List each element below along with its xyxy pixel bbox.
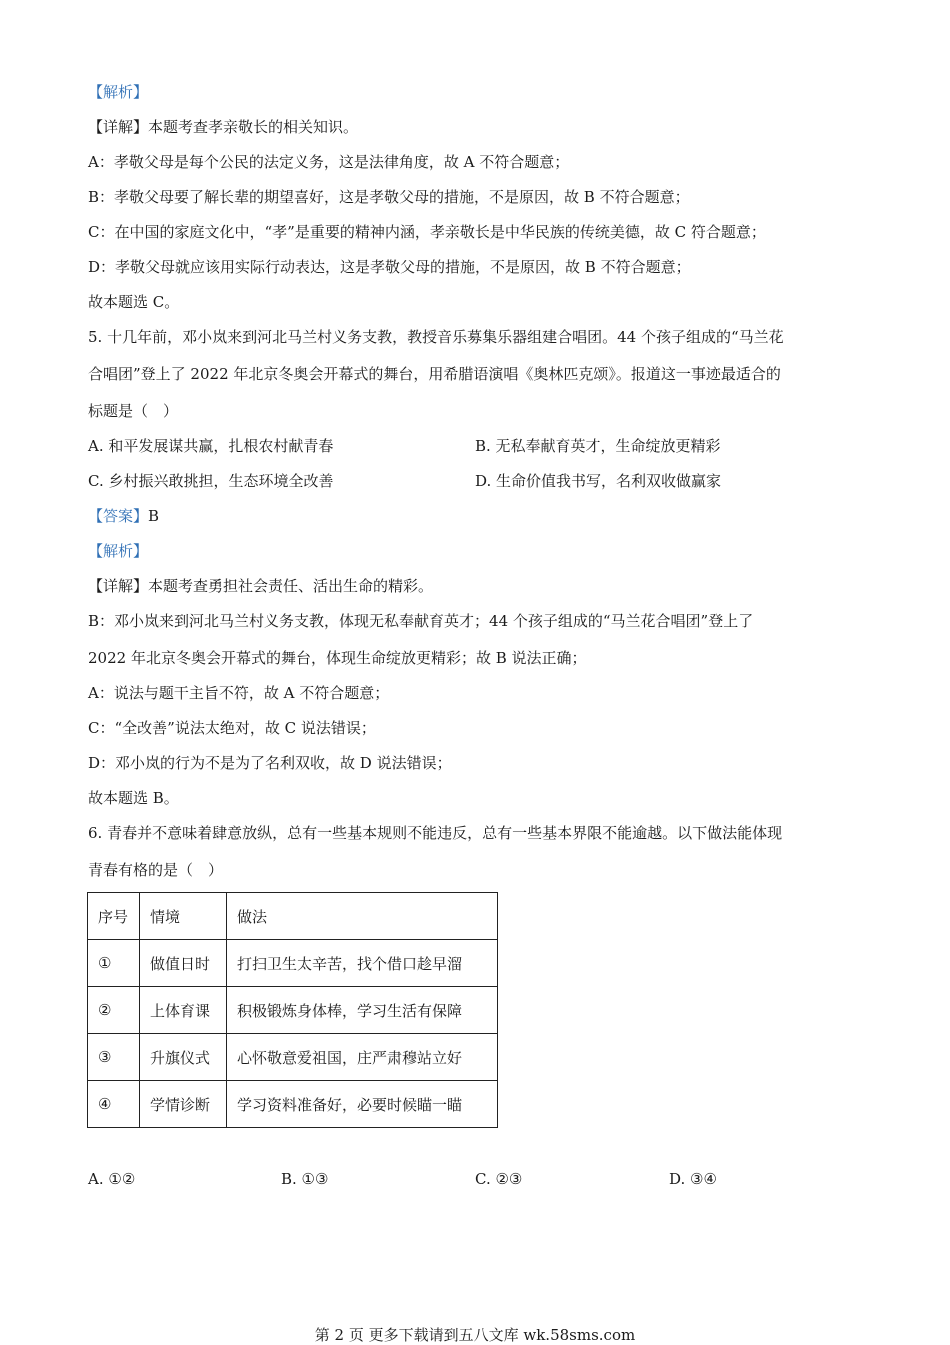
q5-answer-value: B — [148, 507, 160, 525]
q4-line-c: C：在中国的家庭文化中，“孝”是重要的精神内涵，孝亲敬长是中华民族的传统美德，故 C 符合题意； — [88, 223, 766, 241]
q5-line-d: D：邓小岚的行为不是为了名利双收，故 D 说法错误； — [88, 754, 452, 772]
q6-stem-line-1: 6. 青春并不意味着肆意放纵，总有一些基本规则不能违反，总有一些基本界限不能逾越。以下做法能体现 — [88, 824, 783, 842]
q5-stem-line-3: 标题是（ ） — [88, 402, 179, 420]
table-cell: ① — [88, 940, 140, 987]
table-header-row — [88, 893, 498, 940]
q5-stem-line-1: 5. 十几年前，邓小岚来到河北马兰村义务支教，教授音乐募集乐器组建合唱团。44 个孩子组成的“马兰花 — [88, 328, 784, 346]
q5-stem-line-2: 合唱团”登上了 2022 年北京冬奥会开幕式的舞台，用希腊语演唱《奥林匹克颂》。报道这一事迹最适合的 — [88, 365, 781, 383]
table-cell: 学习资料准备好，必要时候瞄一瞄 — [227, 1081, 498, 1128]
q5-option-c: C. 乡村振兴敢挑担，生态环境全改善 — [88, 472, 334, 490]
q5-line-c: C：“全改善”说法太绝对，故 C 说法错误； — [88, 719, 376, 737]
q5-xiangjie: 【详解】本题考查勇担社会责任、活出生命的精彩。 — [88, 577, 434, 595]
q4-xiangjie: 【详解】本题考查孝亲敬长的相关知识。 — [88, 118, 359, 136]
table-cell: 上体育课 — [140, 987, 227, 1034]
table-cell: ③ — [88, 1034, 140, 1081]
q5-answer — [88, 506, 159, 526]
q6-option-a: A. ①② — [88, 1170, 136, 1188]
table-header-cell: 情境 — [140, 893, 227, 940]
table-cell: ② — [88, 987, 140, 1034]
table-header-cell: 做法 — [227, 893, 498, 940]
table-row — [88, 1081, 498, 1128]
table-cell: 学情诊断 — [140, 1081, 227, 1128]
table-cell: ④ — [88, 1081, 140, 1128]
table-header-cell: 序号 — [88, 893, 140, 940]
q5-line-a: A：说法与题干主旨不符，故 A 不符合题意； — [88, 684, 390, 702]
q6-option-b: B. ①③ — [281, 1170, 329, 1188]
q4-jiexi-tag: 【解析】 — [88, 83, 149, 101]
q4-line-b: B：孝敬父母要了解长辈的期望喜好，这是孝敬父母的措施，不是原因，故 B 不符合题意； — [88, 188, 690, 206]
q5-jiexi-tag: 【解析】 — [88, 542, 149, 560]
table-row — [88, 987, 498, 1034]
q5-line-b-1: B：邓小岚来到河北马兰村义务支教，体现无私奉献育英才；44 个孩子组成的“马兰花合唱团”登上了 — [88, 612, 754, 630]
q5-option-b: B. 无私奉献育英才，生命绽放更精彩 — [475, 437, 721, 455]
q5-option-a: A. 和平发展谋共赢，扎根农村献青春 — [88, 437, 334, 455]
table-cell: 打扫卫生太辛苦，找个借口趁早溜 — [227, 940, 498, 987]
q5-answer-tag: 【答案】 — [88, 507, 149, 525]
table-cell: 做值日时 — [140, 940, 227, 987]
table-row — [88, 940, 498, 987]
q6-option-d: D. ③④ — [669, 1170, 717, 1188]
table-cell: 心怀敬意爱祖国，庄严肃穆站立好 — [227, 1034, 498, 1081]
q4-line-a: A：孝敬父母是每个公民的法定义务，这是法律角度，故 A 不符合题意； — [88, 153, 570, 171]
q6-stem-line-2: 青春有格的是（ ） — [88, 861, 224, 879]
table-row — [88, 1034, 498, 1081]
q4-line-d: D：孝敬父母就应该用实际行动表达，这是孝敬父母的措施，不是原因，故 B 不符合题意； — [88, 258, 691, 276]
page-footer: 第 2 页 更多下载请到五八文库 wk.58sms.com — [314, 1326, 636, 1344]
q5-option-d: D. 生命价值我书写，名利双收做赢家 — [475, 472, 722, 490]
q6-option-c: C. ②③ — [475, 1170, 523, 1188]
q5-conclusion: 故本题选 B。 — [88, 789, 179, 807]
table-cell: 积极锻炼身体棒，学习生活有保障 — [227, 987, 498, 1034]
q6-table — [87, 892, 498, 1128]
table-cell: 升旗仪式 — [140, 1034, 227, 1081]
q5-line-b-2: 2022 年北京冬奥会开幕式的舞台，体现生命绽放更精彩；故 B 说法正确； — [88, 649, 587, 667]
q4-conclusion: 故本题选 C。 — [88, 293, 180, 311]
